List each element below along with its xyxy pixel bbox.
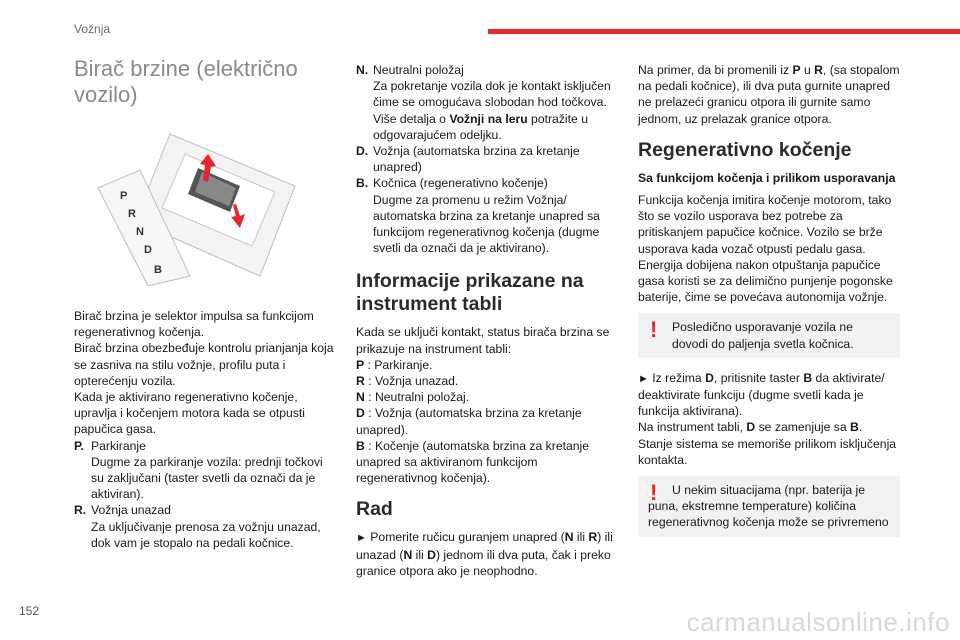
notice-text: Posledično usporavanje vozila ne dovodi do paljenja svetla kočnica. xyxy=(672,320,854,351)
warning-notice xyxy=(638,476,900,537)
definition-p: P. Parkiranje Dugme za parkiranje vozila: prednji točkovi su zaključani (taster svetli da označi da je aktiviran). xyxy=(74,438,323,502)
intro-line-2: Birač brzina obezbeđuje kontrolu prianjanja koja se zasniva na stilu vožnje, profilu puta i opterećenju vozila. xyxy=(74,341,334,388)
toggle-paragraph: ► Iz režima D, pritisnite taster B da aktivirate/ deaktivirate funkciju (dugme svetli kada je funkcija aktivirana). xyxy=(638,370,885,419)
memory-paragraph: Stanje sistema se memoriše prilikom isključenja kontakta. xyxy=(638,436,897,467)
section-heading-info: Informacije prikazane na instrument tabli xyxy=(356,270,584,316)
definition-n: N. Neutralni položaj Za pokretanje vozila dok je kontakt isključen čime se omogućava slobodan hod točkova. Više detalja o Vožnji na leru potražite u odgovarajućem odeljku. xyxy=(356,63,611,142)
column-2 xyxy=(356,62,618,585)
arrow-icon: ► xyxy=(356,532,367,545)
definition-title: Vožnja unazad xyxy=(91,503,171,518)
status-item: N : Neutralni položaj. xyxy=(356,390,470,405)
definition-r: R. Vožnja unazad Za uključivanje prenosa za vožnju unazad, dok vam je stopalo na pedali kočnice. xyxy=(74,503,321,550)
section-header: Vožnja xyxy=(74,22,111,36)
rad-paragraph: ► Pomerite ručicu guranjem unapred (N ili R) ili unazad (N ili D) jednom ili dva puta, čak i preko granice otpora ako je neophodno. xyxy=(356,530,613,578)
gear-selector-illustration xyxy=(90,126,300,286)
status-list xyxy=(356,357,618,487)
section-heading-regen: Regenerativno kočenje xyxy=(638,138,852,161)
definition-title: Vožnja (automatska brzina za kretanje unapred) xyxy=(373,144,580,175)
gear-letter-p: P xyxy=(120,190,128,202)
status-item: B : Kočenje (automatska brzina za kretanje unapred sa aktiviranom funkcijom regenerativnog kočenja). xyxy=(356,438,590,486)
definition-title: Neutralni položaj xyxy=(373,63,464,77)
intro-line-1: Birač brzina je selektor impulsa sa funkcijom regenerativnog kočenja. xyxy=(74,309,314,340)
gear-letter-d: D xyxy=(144,244,152,256)
status-item: D : Vožnja (automatska brzina za kretanje unapred). xyxy=(356,406,582,437)
section-heading-rad: Rad xyxy=(356,498,393,521)
definition-desc: Dugme za promenu u režim Vožnja/ automatska brzina za kretanje unapred sa funkcijom regenerativnog kočenja (dugme svetli da označi da je aktivirano). xyxy=(373,192,600,256)
watermark: carmanualsonline.info xyxy=(686,607,950,637)
notice-text: U nekim situacijama (npr. baterija je puna, ekstremne temperature) količina regenerativnog kočenja može se privremeno xyxy=(648,483,889,530)
status-item: R : Vožnja unazad. xyxy=(356,374,459,389)
link-text-bold: Vožnji na leru xyxy=(449,111,528,126)
definition-desc: Dugme za parkiranje vozila: prednji točkovi su zaključani (taster svetli da označi da je aktiviran). xyxy=(91,454,323,502)
column-1 xyxy=(74,56,334,551)
intro-line-3: Kada je aktivirano regenerativno kočenje, upravlja i kočenjem motora kada se otpusti papučica gasa. xyxy=(74,390,306,437)
warning-icon: ! xyxy=(650,317,658,343)
info-intro: Kada se uključi kontakt, status birača brzina se prikazuje na instrument tabli: xyxy=(356,325,610,356)
gear-letter-r: R xyxy=(128,208,136,220)
definition-title: Kočnica (regenerativno kočenje) xyxy=(373,176,548,191)
regen-paragraph: Funkcija kočenja imitira kočenje motorom, tako što se vozilo usporava bez potrebe za pritiskanjem papučice kočnice. Vozilo se brže usporava kada vozač otpusti pedalu gasa. Energija dobijena nakon otpuštanja papučice gasa koristi se za delimično punjenje pogonske baterije, čime se povećava autonomija vožnje. xyxy=(638,193,893,305)
warning-icon: ! xyxy=(650,480,658,506)
gear-letter-b: B xyxy=(154,264,162,276)
example-paragraph: Na primer, da bi promenili iz P u R, (sa stopalom na pedali kočnice), ili dva puta gurnite unapred ne prelazeći granicu otpora ili gurnite samo jednom, uz prelazak granice otpora. xyxy=(638,63,900,126)
warning-notice xyxy=(638,313,900,357)
status-item: P : Parkiranje. xyxy=(356,357,433,372)
definition-title: Parkiranje xyxy=(91,438,146,453)
page-number: 152 xyxy=(19,604,40,618)
definition-d: D. Vožnja (automatska brzina za kretanje unapred) xyxy=(356,143,618,175)
dashboard-paragraph: Na instrument tabli, D se zamenjuje sa B. xyxy=(638,420,863,435)
gear-letter-n: N xyxy=(136,226,144,238)
column-3 xyxy=(638,62,900,549)
header-accent-bar xyxy=(488,29,960,34)
definition-b: B. Kočnica (regenerativno kočenje) Dugme za promenu u režim Vožnja/ automatska brzina za kretanje unapred sa funkcijom regenerativnog kočenja (dugme svetli da označi da je aktivirano). xyxy=(356,176,600,256)
subheading-regen: Sa funkcijom kočenja i prilikom usporavanja xyxy=(638,170,896,185)
page-title: Birač brzine (električno vozilo) xyxy=(74,56,298,107)
arrow-icon: ► xyxy=(638,372,649,385)
definition-desc: Za uključivanje prenosa za vožnju unazad, dok vam je stopalo na pedali kočnice. xyxy=(91,519,321,550)
